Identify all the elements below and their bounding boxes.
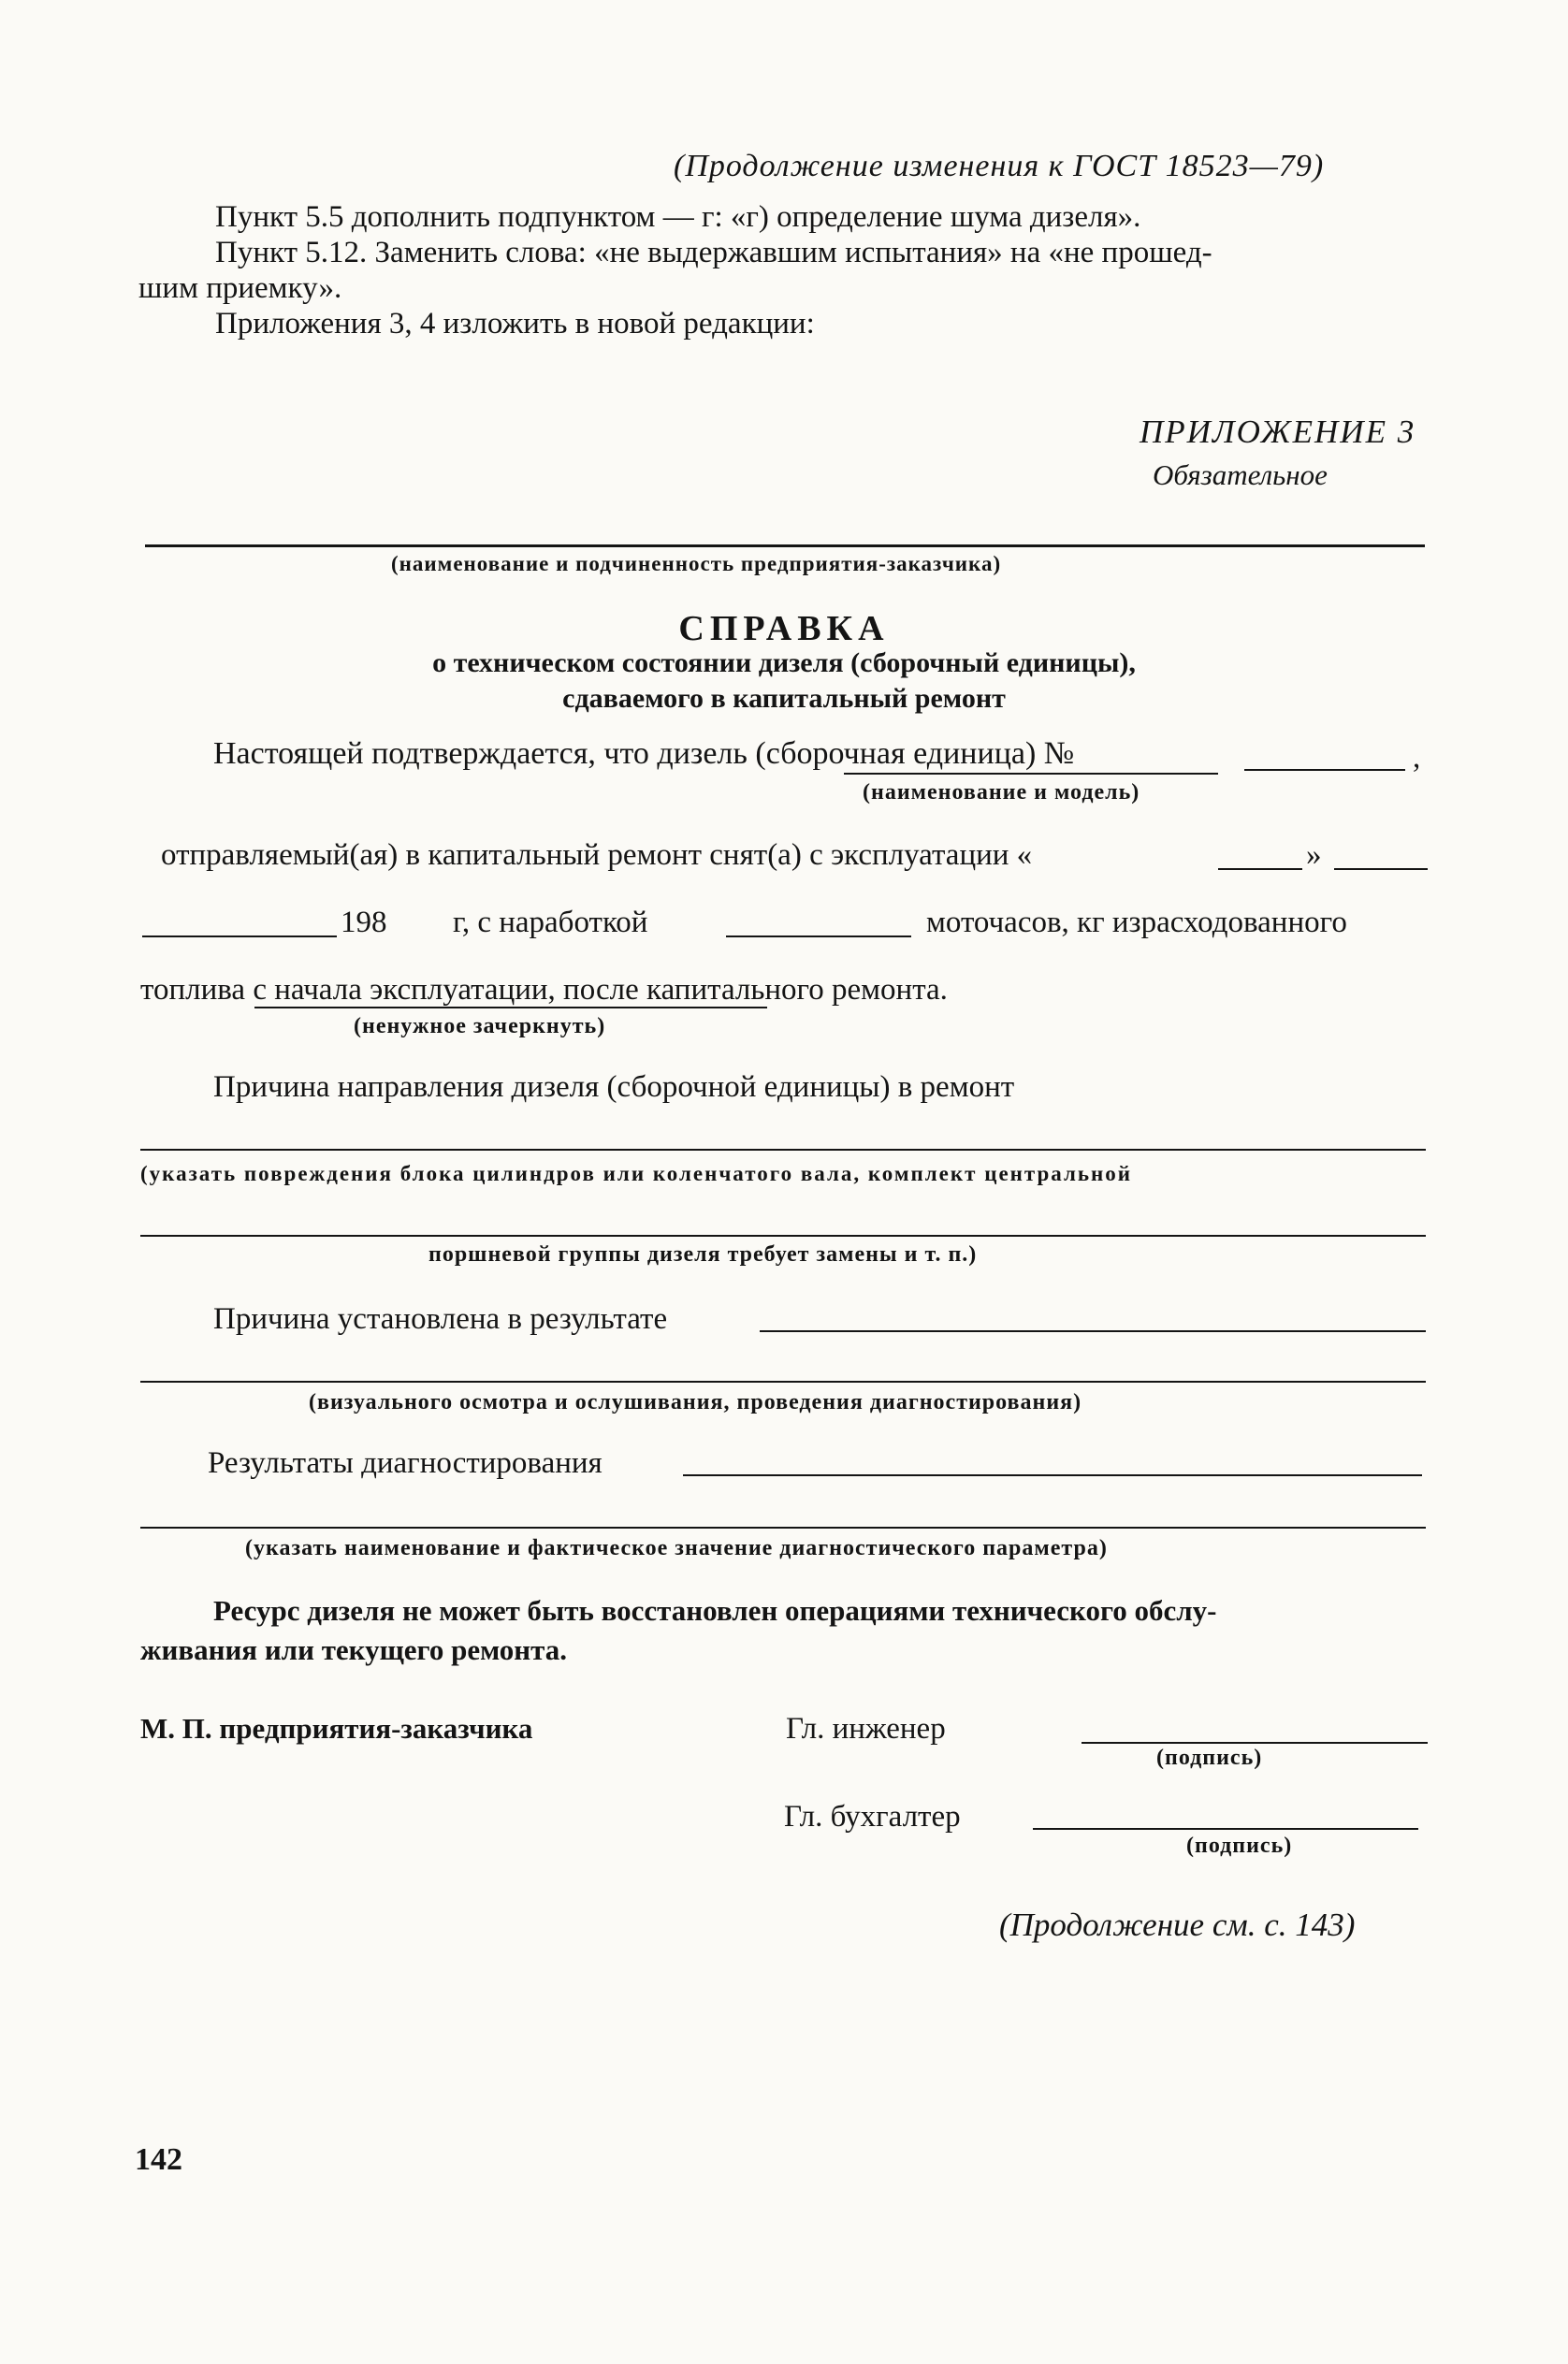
param-caption: (указать наименование и фактическое значение диагностического параметра) (245, 1536, 1108, 1560)
appendix-label: ПРИЛОЖЕНИЕ 3 (1140, 413, 1416, 450)
appendix-status: Обязательное (1153, 458, 1328, 491)
strike-caption: (ненужное зачеркнуть) (354, 1014, 606, 1038)
continued-footer: (Продолжение см. с. 143) (999, 1907, 1356, 1943)
fuel-text: топлива с начала эксплуатации, после капитального ремонта. (140, 973, 948, 1007)
page-number: 142 (135, 2142, 182, 2177)
model-caption: (наименование и модель) (863, 780, 1140, 805)
year-rest: г, с наработкой (453, 906, 648, 939)
serial-number-field[interactable] (1244, 769, 1405, 771)
continuation-header: (Продолжение изменения к ГОСТ 18523—79) (674, 149, 1325, 183)
amendment-p3: Приложения 3, 4 изложить в новой редакции: (215, 307, 815, 341)
inspect-caption: (визуального осмотра и ослушивания, проведения диагностирования) (309, 1390, 1082, 1414)
reason-text: Причина направления дизеля (сборочной единицы) в ремонт (213, 1070, 1015, 1104)
month-name-field[interactable] (142, 935, 337, 937)
damage-caption-2: поршневой группы дизеля требует замены и т. п.) (428, 1242, 978, 1267)
confirm-text: Настоящей подтверждается, что дизель (сборочная единица) № (213, 736, 1075, 771)
strike-underline (254, 1007, 767, 1008)
accountant-label: Гл. бухгалтер (784, 1800, 961, 1834)
amendment-p2b: шим приемку». (138, 271, 342, 305)
model-underline (844, 773, 1218, 775)
operating-hours-field[interactable] (726, 935, 911, 937)
hours-text: моточасов, кг израсходованного (926, 906, 1347, 939)
year-text: 198 (341, 906, 387, 939)
diag-field[interactable] (683, 1474, 1422, 1476)
day-field[interactable] (1218, 868, 1302, 870)
accountant-signature-caption: (подпись) (1186, 1834, 1293, 1858)
month-field[interactable] (1334, 868, 1428, 870)
resource-line-1: Ресурс дизеля не может быть восстановлен операциями технического обслу- (213, 1594, 1217, 1627)
reason-field[interactable] (140, 1149, 1426, 1151)
reason-field-2[interactable] (140, 1235, 1426, 1237)
stamp-text: М. П. предприятия-заказчика (140, 1712, 533, 1745)
sent-quote: » (1306, 838, 1322, 872)
sent-text: отправляемый(ая) в капитальный ремонт снят(а) с эксплуатации « (161, 838, 1033, 872)
engineer-signature-field[interactable] (1082, 1742, 1428, 1744)
damage-caption-1: (указать повреждения блока цилиндров или коленчатого вала, комплект центральной (140, 1162, 1133, 1185)
diag-text: Результаты диагностирования (208, 1446, 603, 1480)
amendment-p1: Пункт 5.5 дополнить подпунктом — г: «г) определение шума дизеля». (215, 200, 1141, 234)
org-name-line (145, 544, 1425, 547)
engineer-signature-caption: (подпись) (1156, 1746, 1263, 1770)
form-subtitle-1: о техническом состоянии дизеля (сборочный единицы), (432, 647, 1136, 678)
accountant-signature-field[interactable] (1033, 1828, 1418, 1830)
established-text: Причина установлена в результате (213, 1302, 668, 1336)
diag-field-2[interactable] (140, 1527, 1426, 1529)
confirm-comma: , (1413, 741, 1421, 775)
form-title: СПРАВКА (678, 609, 890, 648)
form-subtitle-2: сдаваемого в капитальный ремонт (562, 683, 1006, 714)
resource-line-2: живания или текущего ремонта. (140, 1633, 568, 1666)
org-name-caption: (наименование и подчиненность предприятия-заказчика) (391, 552, 1002, 575)
established-field[interactable] (760, 1330, 1426, 1332)
engineer-label: Гл. инженер (786, 1712, 946, 1746)
amendment-p2a: Пункт 5.12. Заменить слова: «не выдержавшим испытания» на «не прошед- (215, 236, 1212, 269)
established-field-2[interactable] (140, 1381, 1426, 1383)
